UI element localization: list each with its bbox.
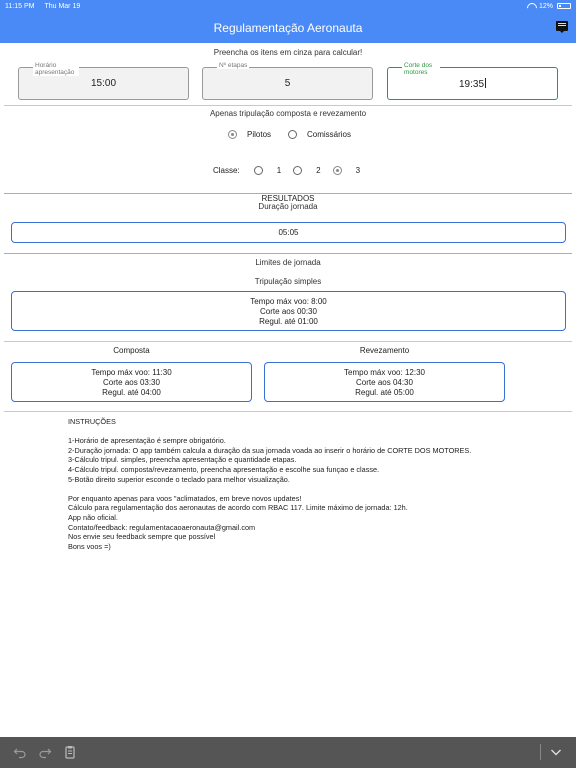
radio-comissarios[interactable] — [288, 130, 297, 139]
instruction-note: Contato/feedback: regulamentacaoaeronauta@gmail.com — [68, 522, 256, 532]
instruction-item: 5-Botão direito superior esconde o teclado para melhor visualização. — [68, 474, 290, 484]
horario-apresentacao-label: Horário apresentação — [33, 62, 79, 76]
crew-radio-group — [228, 130, 271, 139]
corte-motores-value: 19:35 — [458, 79, 485, 90]
divider — [4, 411, 572, 412]
revezamento-label: Revezamento — [359, 346, 410, 355]
radio-class-2[interactable] — [293, 166, 302, 175]
horario-apresentacao-field[interactable] — [18, 62, 189, 100]
radio-pilotos-label: Pilotos — [247, 130, 272, 140]
composta-max: Tempo máx voo: 11:30 — [91, 368, 172, 377]
num-etapas-label: Nº etapas — [219, 62, 248, 69]
status-bar — [0, 0, 576, 12]
composta-box — [11, 362, 252, 402]
simple-max: Tempo máx voo: 8:00 — [250, 297, 327, 306]
keyboard-toolbar — [0, 737, 576, 768]
class-radio-group — [213, 166, 360, 175]
instruction-note: Por enquanto apenas para voos "aclimatados, em breve novos updates! — [68, 493, 302, 503]
instructions-title: INSTRUÇÕES — [68, 417, 116, 426]
undo-icon[interactable] — [13, 745, 27, 759]
revezamento-reg: Regul. até 05:00 — [355, 388, 414, 397]
divider — [4, 105, 572, 106]
num-etapas-value: 5 — [284, 78, 291, 89]
revezamento-max: Tempo máx voo: 12:30 — [344, 368, 425, 377]
keyboard-icon[interactable] — [556, 21, 568, 31]
limits-label: Limites de jornada — [255, 258, 321, 267]
paste-icon[interactable] — [63, 745, 77, 759]
duration-box — [11, 222, 566, 243]
instruction-note: Bons voos =) — [68, 541, 111, 551]
num-etapas-field[interactable] — [202, 62, 373, 100]
app-title: Regulamentação Aeronauta — [213, 20, 363, 35]
redo-icon[interactable] — [38, 745, 52, 759]
hide-keyboard-icon[interactable] — [549, 745, 563, 759]
instruction-item: 1-Horário de apresentação é sempre obrigatório. — [68, 436, 226, 446]
results-heading: RESULTADOS — [255, 194, 320, 203]
revezamento-box — [264, 362, 505, 402]
radio-class-3[interactable] — [333, 166, 342, 175]
crew-radio-group-2 — [288, 130, 351, 139]
radio-class-1-label: 1 — [276, 166, 282, 175]
app-bar — [0, 12, 576, 43]
toolbar-separator — [540, 744, 541, 760]
simple-label: Tripulação simples — [254, 277, 322, 286]
text-caret — [485, 78, 486, 88]
class-label: Classe: — [213, 166, 240, 175]
corte-motores-label: Corte dos motores — [402, 62, 440, 76]
horario-apresentacao-value: 15:00 — [90, 78, 117, 89]
status-time: 11:15 PM — [5, 2, 35, 10]
instruction-item: 3-Cálculo tripul. simples, preencha apresentação e quantidade etapas. — [68, 455, 297, 465]
simple-box — [11, 291, 566, 331]
divider — [4, 341, 572, 342]
composta-label: Composta — [113, 346, 150, 355]
duration-value: 05:05 — [278, 228, 299, 237]
instruction-note: Cálculo para regulamentação dos aeronautas de acordo com RBAC 117. Limite máximo de jornada: 12h. — [68, 503, 408, 513]
revezamento-cut: Corte aos 04:30 — [356, 378, 413, 387]
crew-heading: Apenas tripulação composta e revezamento — [209, 109, 367, 118]
radio-pilotos[interactable] — [228, 130, 237, 139]
composta-cut: Corte aos 03:30 — [103, 378, 160, 387]
radio-comissarios-label: Comissários — [307, 130, 352, 140]
radio-class-1[interactable] — [254, 166, 263, 175]
status-date: Thu Mar 19 — [44, 2, 81, 10]
instruction-item: 4-Cálculo tripul. composta/revezamento, preencha apresentação e escolhe sua funçao e classe. — [68, 464, 380, 474]
simple-reg: Regul. até 01:00 — [259, 317, 318, 326]
radio-class-2-label: 2 — [316, 166, 321, 175]
duration-label: Duração jornada — [258, 202, 318, 211]
radio-class-3-label: 3 — [355, 166, 361, 175]
corte-motores-field[interactable] — [387, 62, 558, 100]
battery-percent: 12% — [538, 2, 553, 10]
composta-reg: Regul. até 04:00 — [102, 388, 161, 397]
instruction-note: App não oficial. — [68, 512, 118, 522]
instructions-block — [68, 417, 538, 551]
instruction-note: Nos envie seu feedback sempre que possível — [68, 532, 216, 542]
form-instruction: Preencha os itens em cinza para calcular! — [213, 48, 363, 57]
wifi-icon — [527, 3, 535, 9]
corte-motores-value-wrap — [388, 78, 557, 90]
divider — [4, 253, 572, 254]
battery-icon — [557, 3, 571, 9]
instruction-item: 2-Duração jornada: O app também calcula a duração da sua jornada voada ao inserir o horário de CORTE DOS MOTORES. — [68, 445, 472, 455]
simple-cut: Corte aos 00:30 — [260, 307, 317, 316]
